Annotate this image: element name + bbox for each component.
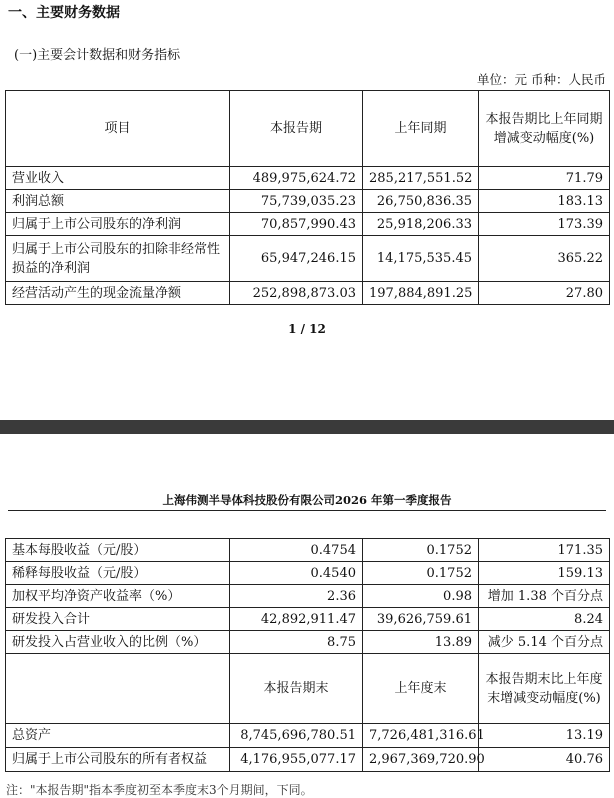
prior-value: 0.1752 — [363, 562, 479, 585]
prior-value: 25,918,206.33 — [363, 213, 479, 236]
table-row — [6, 167, 610, 190]
change-value: 159.13 — [479, 562, 610, 585]
change-value: 增加 1.38 个百分点 — [479, 585, 610, 608]
current-value: 75,739,035.23 — [230, 190, 363, 213]
header-prior-period: 上年同期 — [363, 91, 479, 167]
financial-data-table — [5, 90, 610, 305]
prior-value: 0.98 — [363, 585, 479, 608]
row-label: 总资产 — [6, 724, 230, 748]
prior-value: 26,750,836.35 — [363, 190, 479, 213]
row-label: 研发投入占营业收入的比例（%） — [6, 631, 230, 654]
header-change-pct: 本报告期比上年同期增减变动幅度(%) — [479, 91, 610, 167]
header-rule — [8, 510, 606, 511]
change-value: 171.35 — [479, 539, 610, 562]
report-header-title: 上海伟测半导体科技股份有限公司2026 年第一季度报告 — [162, 493, 452, 507]
current-value: 0.4754 — [230, 539, 363, 562]
table-row — [6, 236, 610, 282]
row-label: 经营活动产生的现金流量净额 — [6, 282, 230, 305]
table-header-row — [6, 91, 610, 167]
current-value: 8,745,696,780.51 — [230, 724, 363, 748]
change-value: 173.39 — [479, 213, 610, 236]
prior-value: 197,884,891.25 — [363, 282, 479, 305]
subsection-title: (一)主要会计数据和财务指标 — [14, 48, 181, 63]
table-row — [6, 562, 610, 585]
section-title: 一、主要财务数据 — [8, 5, 120, 21]
header-change-pct: 本报告期末比上年度末增减变动幅度(%) — [479, 654, 610, 724]
current-value: 252,898,873.03 — [230, 282, 363, 305]
header-period-end: 本报告期末 — [230, 654, 363, 724]
header-current-period: 本报告期 — [230, 91, 363, 167]
change-value: 减少 5.14 个百分点 — [479, 631, 610, 654]
prior-value: 7,726,481,316.61 — [363, 724, 479, 748]
current-value: 8.75 — [230, 631, 363, 654]
page-number: 1 / 12 — [288, 322, 326, 336]
current-value: 4,176,955,077.17 — [230, 748, 363, 772]
header-item: 项目 — [6, 91, 230, 167]
change-value: 13.19 — [479, 724, 610, 748]
table-row — [6, 608, 610, 631]
prior-value: 2,967,369,720.90 — [363, 748, 479, 772]
row-label: 利润总额 — [6, 190, 230, 213]
row-label: 营业收入 — [6, 167, 230, 190]
change-value: 40.76 — [479, 748, 610, 772]
prior-value: 14,175,535.45 — [363, 236, 479, 282]
unit-currency-line: 单位：元 币种：人民币 — [477, 72, 606, 87]
change-value: 183.13 — [479, 190, 610, 213]
footnote-cut-off: 注："本报告期"指本季度初至本季度末3个月期间，下同。 — [6, 783, 313, 797]
table-row — [6, 190, 610, 213]
prior-value: 285,217,551.52 — [363, 167, 479, 190]
row-label: 归属于上市公司股东的净利润 — [6, 213, 230, 236]
financial-indicators-table — [5, 538, 610, 772]
table-row — [6, 748, 610, 772]
prior-value: 13.89 — [363, 631, 479, 654]
current-value: 2.36 — [230, 585, 363, 608]
row-label: 加权平均净资产收益率（%） — [6, 585, 230, 608]
row-label: 稀释每股收益（元/股） — [6, 562, 230, 585]
table-row — [6, 585, 610, 608]
row-label: 归属于上市公司股东的扣除非经常性损益的净利润 — [6, 236, 230, 282]
header-prior-year-end: 上年度末 — [363, 654, 479, 724]
current-value: 42,892,911.47 — [230, 608, 363, 631]
table-row — [6, 282, 610, 305]
table-row — [6, 539, 610, 562]
prior-value: 0.1752 — [363, 539, 479, 562]
change-value: 8.24 — [479, 608, 610, 631]
change-value: 365.22 — [479, 236, 610, 282]
current-value: 65,947,246.15 — [230, 236, 363, 282]
table-row — [6, 631, 610, 654]
table-row — [6, 724, 610, 748]
prior-value: 39,626,759.61 — [363, 608, 479, 631]
header-item — [6, 654, 230, 724]
current-value: 0.4540 — [230, 562, 363, 585]
row-label: 归属于上市公司股东的所有者权益 — [6, 748, 230, 772]
change-value: 71.79 — [479, 167, 610, 190]
table-subheader-row — [6, 654, 610, 724]
page-divider — [0, 420, 614, 434]
current-value: 70,857,990.43 — [230, 213, 363, 236]
current-value: 489,975,624.72 — [230, 167, 363, 190]
row-label: 基本每股收益（元/股） — [6, 539, 230, 562]
row-label: 研发投入合计 — [6, 608, 230, 631]
change-value: 27.80 — [479, 282, 610, 305]
table-row — [6, 213, 610, 236]
